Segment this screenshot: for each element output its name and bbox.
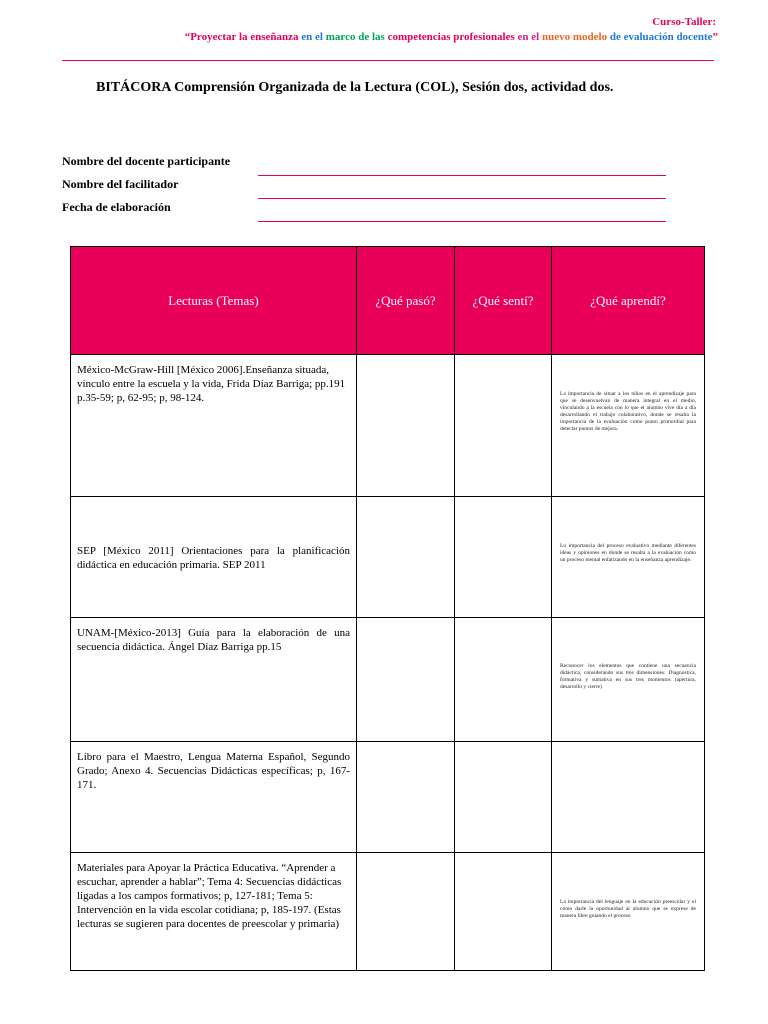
facilitador-label: Nombre del facilitador <box>62 177 179 191</box>
que-aprendi-cell[interactable] <box>552 742 705 853</box>
reading-text: Libro para el Maestro, Lengua Materna Español, Segundo Grado; Anexo 4. Secuencias Didácticas específicas; p, 167-171. <box>77 751 350 791</box>
learned-text: La importancia del lenguaje en la educación preescolar y el cómo darle la oportunidad al alumno que se exprese de manera libre guiando el proceso <box>560 899 696 919</box>
subtitle-part: en el <box>517 31 542 43</box>
que-paso-cell[interactable] <box>357 355 455 497</box>
header-divider <box>62 60 714 61</box>
reading-text: SEP [México 2011] Orientaciones para la planificación didáctica en educación primaria. SEP 2011 <box>77 545 350 571</box>
que-senti-cell[interactable] <box>455 853 552 971</box>
reading-cell <box>71 497 357 618</box>
learned-text: Reconocer los elementos que contiene una secuencia didáctica, considerando sus tres dimensiones: Diagnostica, formativa y sumativa en sus tres momentos (apertura, desarrollo y cierre) <box>560 663 696 690</box>
reading-cell <box>71 742 357 853</box>
reading-text: UNAM-[México-2013] Guía para la elaboración de una secuencia didáctica. Ángel Díaz Barriga pp.15 <box>77 627 350 653</box>
que-paso-cell[interactable] <box>357 853 455 971</box>
table-header-row <box>71 247 705 355</box>
subtitle-part: de evaluación docente <box>609 31 713 43</box>
que-paso-cell[interactable] <box>357 497 455 618</box>
subtitle-part: competencias profesionales <box>387 31 518 43</box>
reading-text: Materiales para Apoyar la Práctica Educativa. “Aprender a escuchar, aprender a hablar”; Tema 4: Secuencias didácticas ligadas a los campos formativos; p, 127-181; Tema 5: Intervención en la vida escolar cotidiana; p, 185-197. (Estas lecturas se sugieren para docentes de preescolar y primaria) <box>77 862 342 930</box>
que-aprendi-cell[interactable] <box>552 853 705 971</box>
que-aprendi-cell[interactable] <box>552 355 705 497</box>
course-subtitle <box>185 31 718 43</box>
que-aprendi-cell[interactable] <box>552 497 705 618</box>
subtitle-part: nuevo modelo <box>541 31 610 43</box>
fecha-field[interactable] <box>258 221 666 222</box>
table-row <box>71 497 705 618</box>
table-row <box>71 618 705 742</box>
table-row <box>71 355 705 497</box>
header-lecturas: Lecturas (Temas) <box>71 247 357 355</box>
subtitle-part: marco de las <box>325 31 388 43</box>
docente-label: Nombre del docente participante <box>62 154 231 168</box>
facilitador-field[interactable] <box>258 198 666 199</box>
header-que-senti: ¿Qué sentí? <box>455 247 552 355</box>
subtitle-part: ” <box>712 31 718 43</box>
header-que-paso: ¿Qué pasó? <box>357 247 455 355</box>
learned-text: Lo importancia del proceso evaluativo mediante diferentes ideas y opiniones en donde se resalta a la evaluación como un proceso mental enfatizando en la enseñanza aprendizaje. <box>560 543 696 563</box>
table-row <box>71 853 705 971</box>
bitacora-table <box>70 246 705 971</box>
docente-field[interactable] <box>258 175 666 176</box>
reading-cell <box>71 618 357 742</box>
que-senti-cell[interactable] <box>455 618 552 742</box>
que-senti-cell[interactable] <box>455 355 552 497</box>
fecha-label: Fecha de elaboración <box>62 200 171 214</box>
reading-cell <box>71 853 357 971</box>
que-senti-cell[interactable] <box>455 497 552 618</box>
que-senti-cell[interactable] <box>455 742 552 853</box>
subtitle-part: en el <box>301 31 326 43</box>
learned-text: La importancia de situar a los niños en el aprendizaje para que se desenvuelvan de manera integral en el medio, vinculando a la escuela con lo que el alumno vive día a día desarrollando el trabajo colaborativo, donde se resalta la importancia de la evaluación como punto primordial para detectar puntos de mejora. <box>560 391 696 432</box>
reading-text: México-McGraw-Hill [México 2006].Enseñanza situada, vínculo entre la escuela y la vida, Frida Díaz Barriga; pp.191 p.35-59; p, 62-95; p, 98-124. <box>77 364 346 404</box>
que-paso-cell[interactable] <box>357 618 455 742</box>
course-label: Curso-Taller: <box>652 16 716 28</box>
reading-cell <box>71 355 357 497</box>
subtitle-part: “Proyectar la enseñanza <box>184 31 302 43</box>
header-que-aprendi: ¿Qué aprendí? <box>552 247 705 355</box>
document-title: BITÁCORA Comprensión Organizada de la Lectura (COL), Sesión dos, actividad dos. <box>96 80 614 95</box>
que-aprendi-cell[interactable] <box>552 618 705 742</box>
que-paso-cell[interactable] <box>357 742 455 853</box>
table-row <box>71 742 705 853</box>
